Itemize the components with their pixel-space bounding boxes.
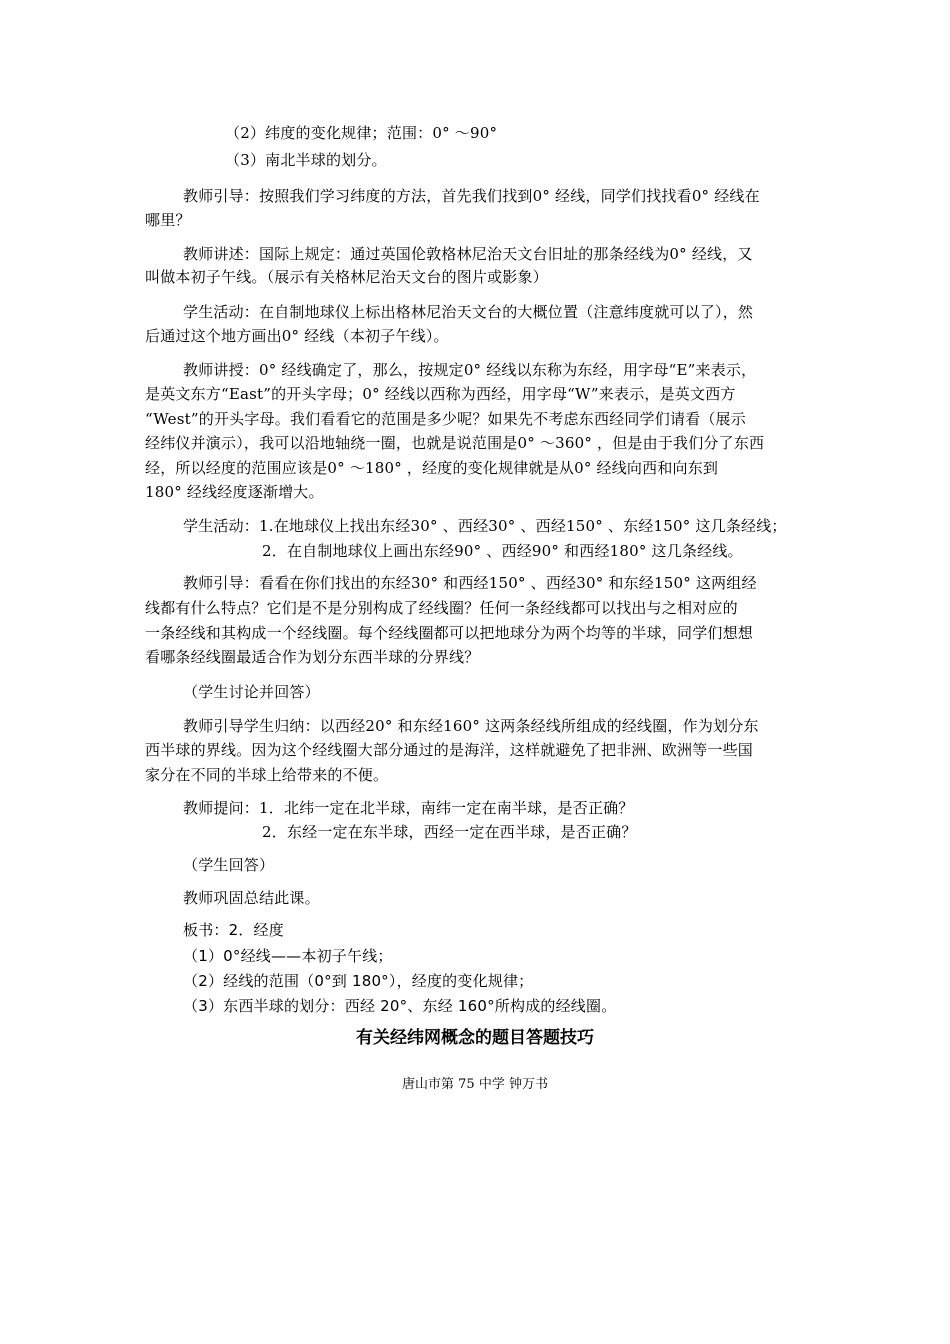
text-line: 教师引导：按照我们学习纬度的方法，首先我们找到0° 经线，同学们找找看0° 经线在 — [183, 187, 760, 205]
text-line: 板书：2．经度 — [183, 921, 284, 939]
text-line: 叫做本初子午线。（展示有关格林尼治天文台的图片或影象） — [145, 268, 548, 286]
text-line: 线都有什么特点？它们是不是分别构成了经线圈？任何一条经线都可以找出与之相对应的 — [145, 599, 738, 617]
text-line: （3）东西半球的划分：西经 20°、东经 160°所构成的经线圈。 — [183, 997, 617, 1015]
text-line: 学生活动：1.在地球仪上找出东经30° 、西经30° 、西经150° 、东经150° 这几条经线； — [183, 517, 787, 535]
text-line: 经，所以经度的范围应该是0° ～180° ，经度的变化规律就是从0° 经线向西和向东到 — [145, 459, 719, 477]
text-line: 西半球的界线。因为这个经线圈大部分通过的是海洋，这样就避免了把非洲、欧洲等一些国 — [145, 741, 754, 759]
text-line: 教师引导学生归纳：以西经20° 和东经160° 这两条经线所组成的经线圈，作为划分东 — [183, 717, 759, 735]
text-line: （学生回答） — [183, 856, 275, 874]
text-line: 学生活动：在自制地球仪上标出格林尼治天文台的大概位置（注意纬度就可以了），然 — [183, 303, 754, 321]
text-line: 教师讲授：0° 经线确定了，那么，按规定0° 经线以东称为东经，用字母“E”来表示， — [183, 361, 757, 379]
text-line: （2）经线的范围（0°到 180°），经度的变化规律； — [183, 972, 534, 990]
text-line: 2．东经一定在东半球，西经一定在西半球，是否正确？ — [262, 823, 637, 841]
text-line: 是英文东方“East”的开头字母；0° 经线以西称为西经，用字母“W”来表示，是英文西方 — [145, 385, 736, 403]
text-line: 教师讲述：国际上规定：通过英国伦敦格林尼治天文台旧址的那条经线为0° 经线，又 — [183, 245, 753, 263]
text-line: 后通过这个地方画出0° 经线（本初子午线）。 — [145, 327, 449, 345]
text-line: 教师巩固总结此课。 — [183, 889, 320, 907]
text-line: （1）0°经线——本初子午线； — [183, 947, 393, 965]
text-line: 一条经线和其构成一个经线圈。每个经线圈都可以把地球分为两个均等的半球，同学们想想 — [145, 624, 754, 642]
text-line: “West”的开头字母。我们看看它的范围是多少呢？如果先不考虑东西经同学们请看（展示 — [145, 410, 746, 428]
text-line: 教师提问：1．北纬一定在北半球，南纬一定在南半球，是否正确？ — [183, 799, 634, 817]
text-line: 哪里？ — [145, 211, 191, 229]
section-title: 有关经纬网概念的题目答题技巧 — [356, 1028, 594, 1048]
text-line: （3）南北半球的划分。 — [225, 151, 387, 169]
text-line: （学生讨论并回答） — [183, 683, 320, 701]
text-line: 经纬仪并演示），我可以沿地轴绕一圈，也就是说范围是0° ～360° ，但是由于我们分了东西 — [145, 434, 765, 452]
author-line: 唐山市第 75 中学 钟万书 — [402, 1077, 548, 1092]
text-line: 180° 经线经度逐渐增大。 — [145, 483, 324, 501]
text-line: 看哪条经线圈最适合作为划分东西半球的分界线？ — [145, 648, 480, 666]
text-line: 2．在自制地球仪上画出东经90° 、西经90° 和西经180° 这几条经线。 — [262, 542, 743, 560]
text-line: 教师引导：看看在你们找出的东经30° 和西经150° 、西经30° 和东经150° 这两组经 — [183, 574, 757, 592]
text-line: 家分在不同的半球上给带来的不便。 — [145, 766, 389, 784]
text-line: （2）纬度的变化规律；范围：0° ～90° — [225, 124, 498, 142]
